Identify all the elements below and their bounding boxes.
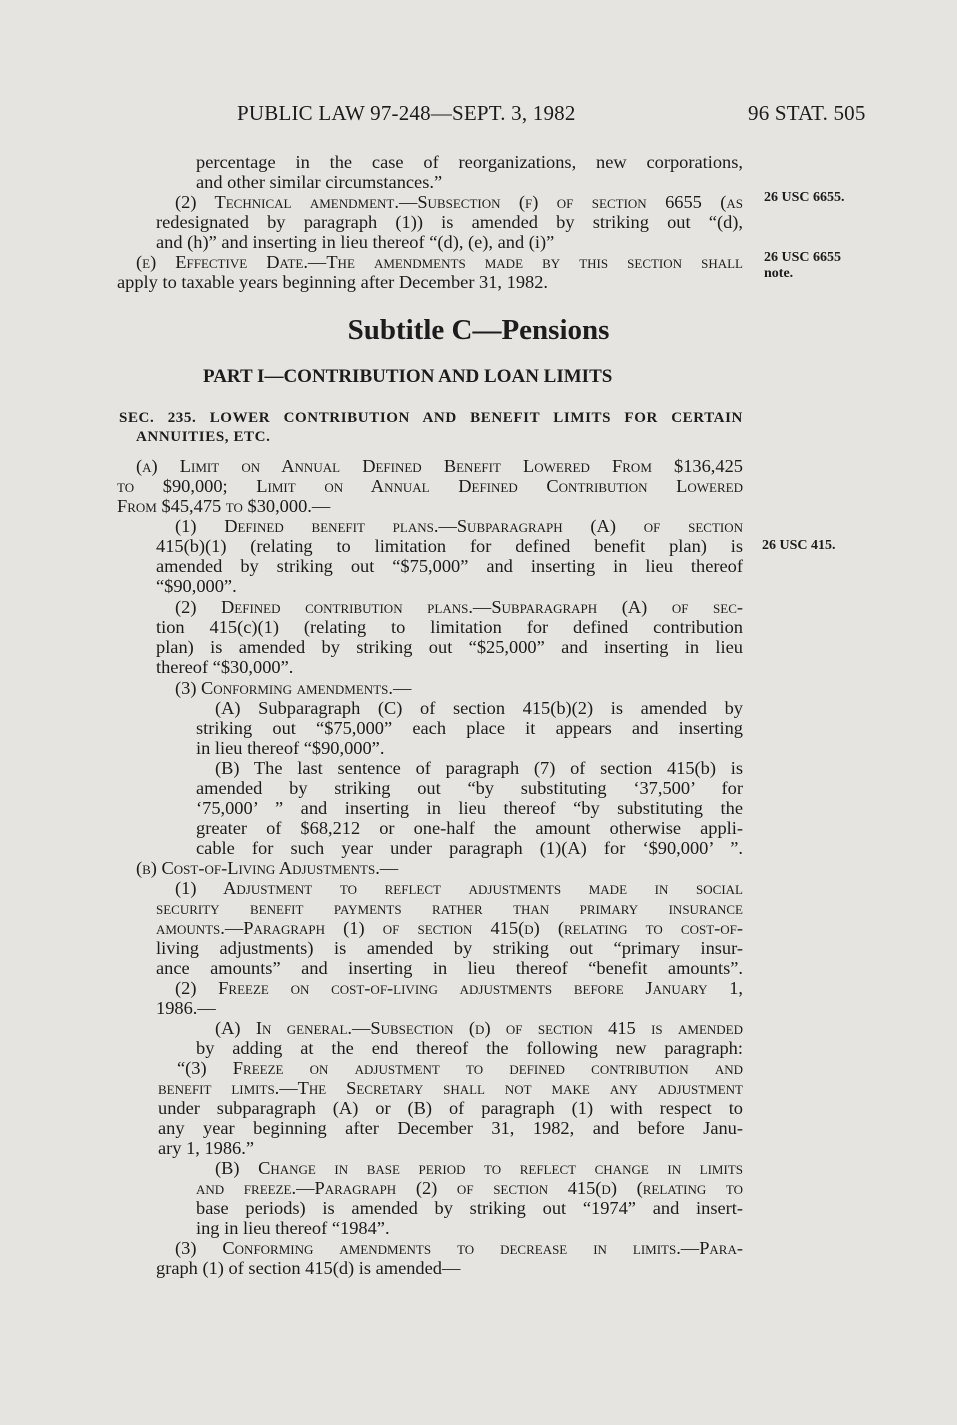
body-line: amounts.—Paragraph (1) of section 415(d) (relating to cost-of- [156,918,743,938]
body-line: under subparagraph (A) or (B) of paragraph (1) with respect to [158,1098,743,1118]
body-line: (1) Adjustment to reflect adjustments made in social [175,878,743,898]
body-line: (3) Conforming amendments.— [175,678,412,698]
section-heading-line1: SEC. 235. LOWER CONTRIBUTION AND BENEFIT LIMITS FOR CERTAIN [119,410,743,426]
body-line: redesignated by paragraph (1)) is amended by striking out “(d), [156,212,743,232]
subtitle-heading: Subtitle C—Pensions [347,314,610,346]
body-line: tion 415(c)(1) (relating to limitation for defined contribution [156,617,743,637]
body-line: striking out “$75,000” each place it appears and inserting [196,718,743,738]
body-line: cable for such year under paragraph (1)(A) for ‘$90,000’ ”. [196,838,743,858]
body-line: From $45,475 to $30,000.— [117,496,331,516]
body-line: graph (1) of section 415(d) is amended— [156,1258,461,1278]
body-line: and (h)” and inserting in lieu thereof “(d), (e), and (i)” [156,232,555,252]
body-line: 1986.— [156,998,216,1018]
body-line: (e) Effective Date.—The amendments made by this section shall [136,252,743,272]
body-line: ‘75,000’ ” and inserting in lieu thereof “by substituting the [196,798,743,818]
body-line: greater of $68,212 or one-half the amount otherwise appli- [196,818,743,838]
body-line: ary 1, 1986.” [158,1138,255,1158]
body-line: amended by striking out “by substituting ‘37,500’ for [196,778,743,798]
body-line: ing in lieu thereof “1984”. [196,1218,390,1238]
body-line: base periods) is amended by striking out “1974” and insert- [196,1198,743,1218]
body-line: in lieu thereof “$90,000”. [196,738,385,758]
margin-note-6655: 26 USC 6655. [764,190,845,205]
body-line: by adding at the end thereof the following new paragraph: [196,1038,743,1058]
body-line: security benefit payments rather than primary insurance [156,898,743,918]
body-line: 415(b)(1) (relating to limitation for defined benefit plan) is [156,536,743,556]
body-line: to $90,000; Limit on Annual Defined Contribution Lowered [117,476,743,496]
body-line: plan) is amended by striking out “$25,000” and inserting in lieu [156,637,743,657]
body-line: any year beginning after December 31, 1982, and before Janu- [158,1118,743,1138]
section-heading-line2: ANNUITIES, ETC. [136,429,271,445]
body-line: (2) Defined contribution plans.—Subparagraph (A) of sec- [175,597,743,617]
body-line: percentage in the case of reorganizations, new corporations, [196,152,743,172]
running-header-right: 96 STAT. 505 [748,101,866,125]
body-line: benefit limits.—The Secretary shall not make any adjustment [158,1078,743,1098]
body-line: thereof “$30,000”. [156,657,294,677]
body-line: (2) Freeze on cost-of-living adjustments before January 1, [175,978,743,998]
body-line: (a) Limit on Annual Defined Benefit Lowered From $136,425 [136,456,743,476]
body-line: (A) In general.—Subsection (d) of section 415 is amended [215,1018,743,1038]
body-line: (b) Cost-of-Living Adjustments.— [136,858,399,878]
body-line: (3) Conforming amendments to decrease in limits.—Para- [175,1238,743,1258]
body-line: and other similar circumstances.” [196,172,443,192]
running-header-left: PUBLIC LAW 97-248—SEPT. 3, 1982 [237,101,576,125]
body-line: “$90,000”. [156,576,237,596]
body-line: ance amounts” and inserting in lieu thereof “benefit amounts”. [156,958,743,978]
body-line: (B) Change in base period to reflect change in limits [215,1158,743,1178]
body-line: (1) Defined benefit plans.—Subparagraph (A) of section [175,516,743,536]
part-heading: PART I—CONTRIBUTION AND LOAN LIMITS [203,366,613,387]
body-line: apply to taxable years beginning after December 31, 1982. [117,272,549,292]
body-line: “(3) Freeze on adjustment to defined contribution and [177,1058,743,1078]
margin-note-6655-note-line2: note. [764,266,794,281]
body-line: amended by striking out “$75,000” and inserting in lieu thereof [156,556,743,576]
body-line: (B) The last sentence of paragraph (7) of section 415(b) is [215,758,743,778]
body-line: (2) Technical amendment.—Subsection (f) of section 6655 (as [175,192,743,212]
body-line: and freeze.—Paragraph (2) of section 415(d) (relating to [196,1178,743,1198]
margin-note-415: 26 USC 415. [762,538,836,553]
body-line: living adjustments) is amended by striking out “primary insur- [156,938,743,958]
margin-note-6655-note-line1: 26 USC 6655 [764,250,842,265]
body-line: (A) Subparagraph (C) of section 415(b)(2) is amended by [215,698,743,718]
